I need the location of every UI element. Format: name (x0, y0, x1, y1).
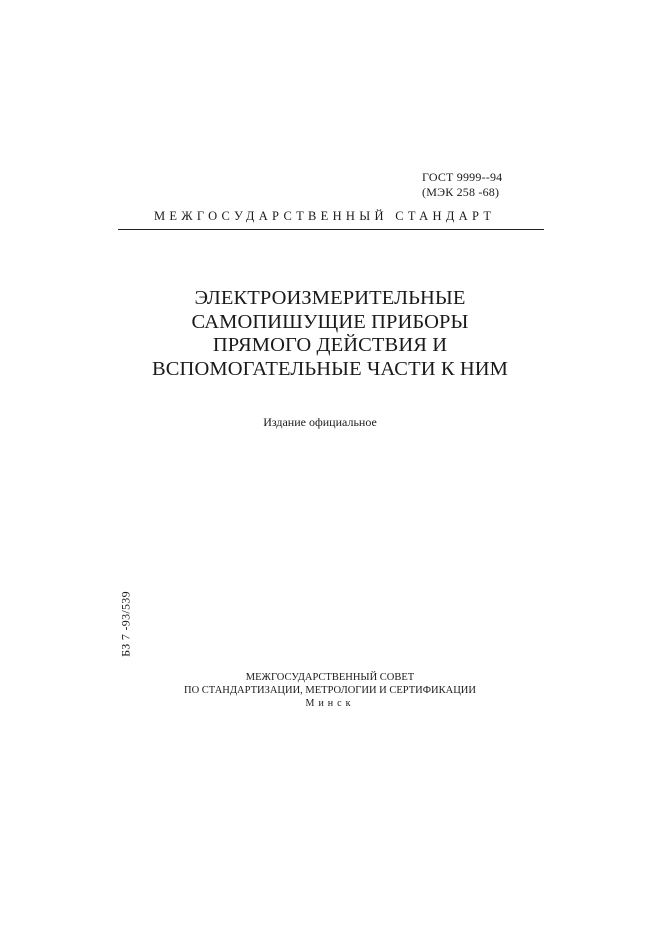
publisher-line: МЕЖГОСУДАРСТВЕННЫЙ СОВЕТ (245, 672, 415, 683)
header-divider (118, 229, 544, 230)
publisher-block (120, 671, 540, 710)
standard-number-block (422, 170, 502, 200)
title-line: ПРЯМОГО ДЕЙСТВИЯ И (212, 334, 448, 356)
publisher-line: ПО СТАНДАРТИЗАЦИИ, МЕТРОЛОГИИ И СЕРТИФИКАЦИИ (184, 685, 476, 696)
title-line: САМОПИШУЩИЕ ПРИБОРЫ (191, 310, 469, 333)
title-line: ВСПОМОГАТЕЛЬНЫЕ ЧАСТИ К НИМ (152, 357, 508, 380)
standard-number: ГОСТ 9999--94 (422, 170, 503, 184)
title-line: ЭЛЕКТРОИЗМЕРИТЕЛЬНЫЕ (194, 287, 466, 309)
iec-reference: (МЭК 258 -68) (422, 185, 500, 199)
document-title (80, 287, 580, 381)
side-code: БЗ 7 -93/539 (118, 591, 133, 657)
standard-type-heading: МЕЖГОСУДАРСТВЕННЫЙ СТАНДАРТ (154, 209, 496, 223)
publisher-city: Минск (305, 698, 355, 709)
edition-label: Издание официальное (263, 415, 377, 429)
